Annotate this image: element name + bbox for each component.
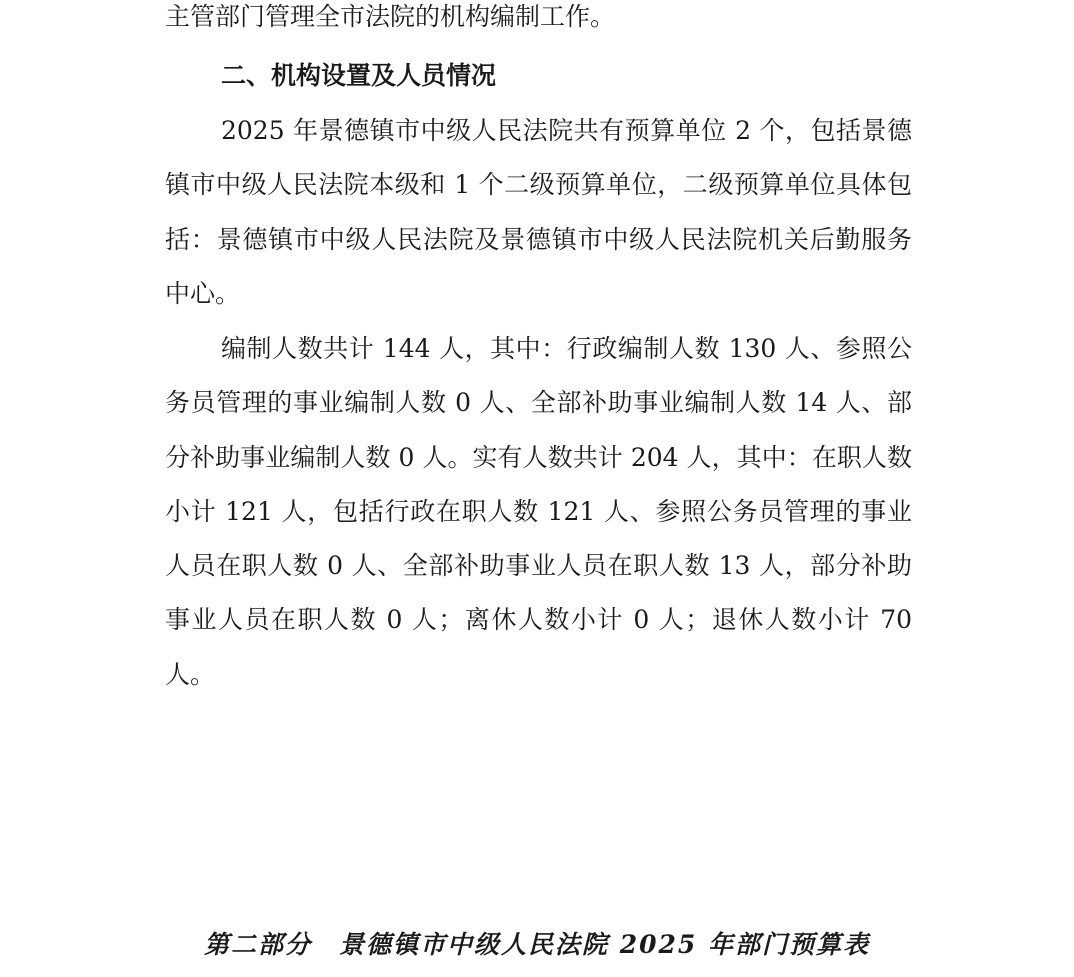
section-heading: 二、机构设置及人员情况: [221, 61, 497, 90]
top-line-text: 主管部门管理全市法院的机构编制工作。: [165, 2, 616, 31]
part-title: 第二部分 景德镇市中级人民法院 2025 年部门预算表: [204, 930, 870, 959]
paragraph-budget-units-text: 2025 年景德镇市中级人民法院共有预算单位 2 个，包括景德镇市中级人民法院本级和 1 个二级预算单位，二级预算单位具体包括：景德镇市中级人民法院及景德镇市中级人民法院机关后勤服务中心。: [165, 116, 912, 308]
paragraph-budget-units: [165, 104, 912, 321]
paragraph-staffing: [165, 322, 912, 702]
paragraph-staffing-text: 编制人数共计 144 人，其中：行政编制人数 130 人、参照公务员管理的事业编制人数 0 人、全部补助事业编制人数 14 人、部分补助事业编制人数 0 人。实有人数共计 204 人，其中：在职人数小计 121 人，包括行政在职人数 121 人、参照公务员管理的事业人员在职人数 0 人、全部补助事业人员在职人数 13 人，部分补助事业人员在职人数 0 人；离休人数小计 0 人；退休人数小计 70 人。: [165, 334, 912, 689]
